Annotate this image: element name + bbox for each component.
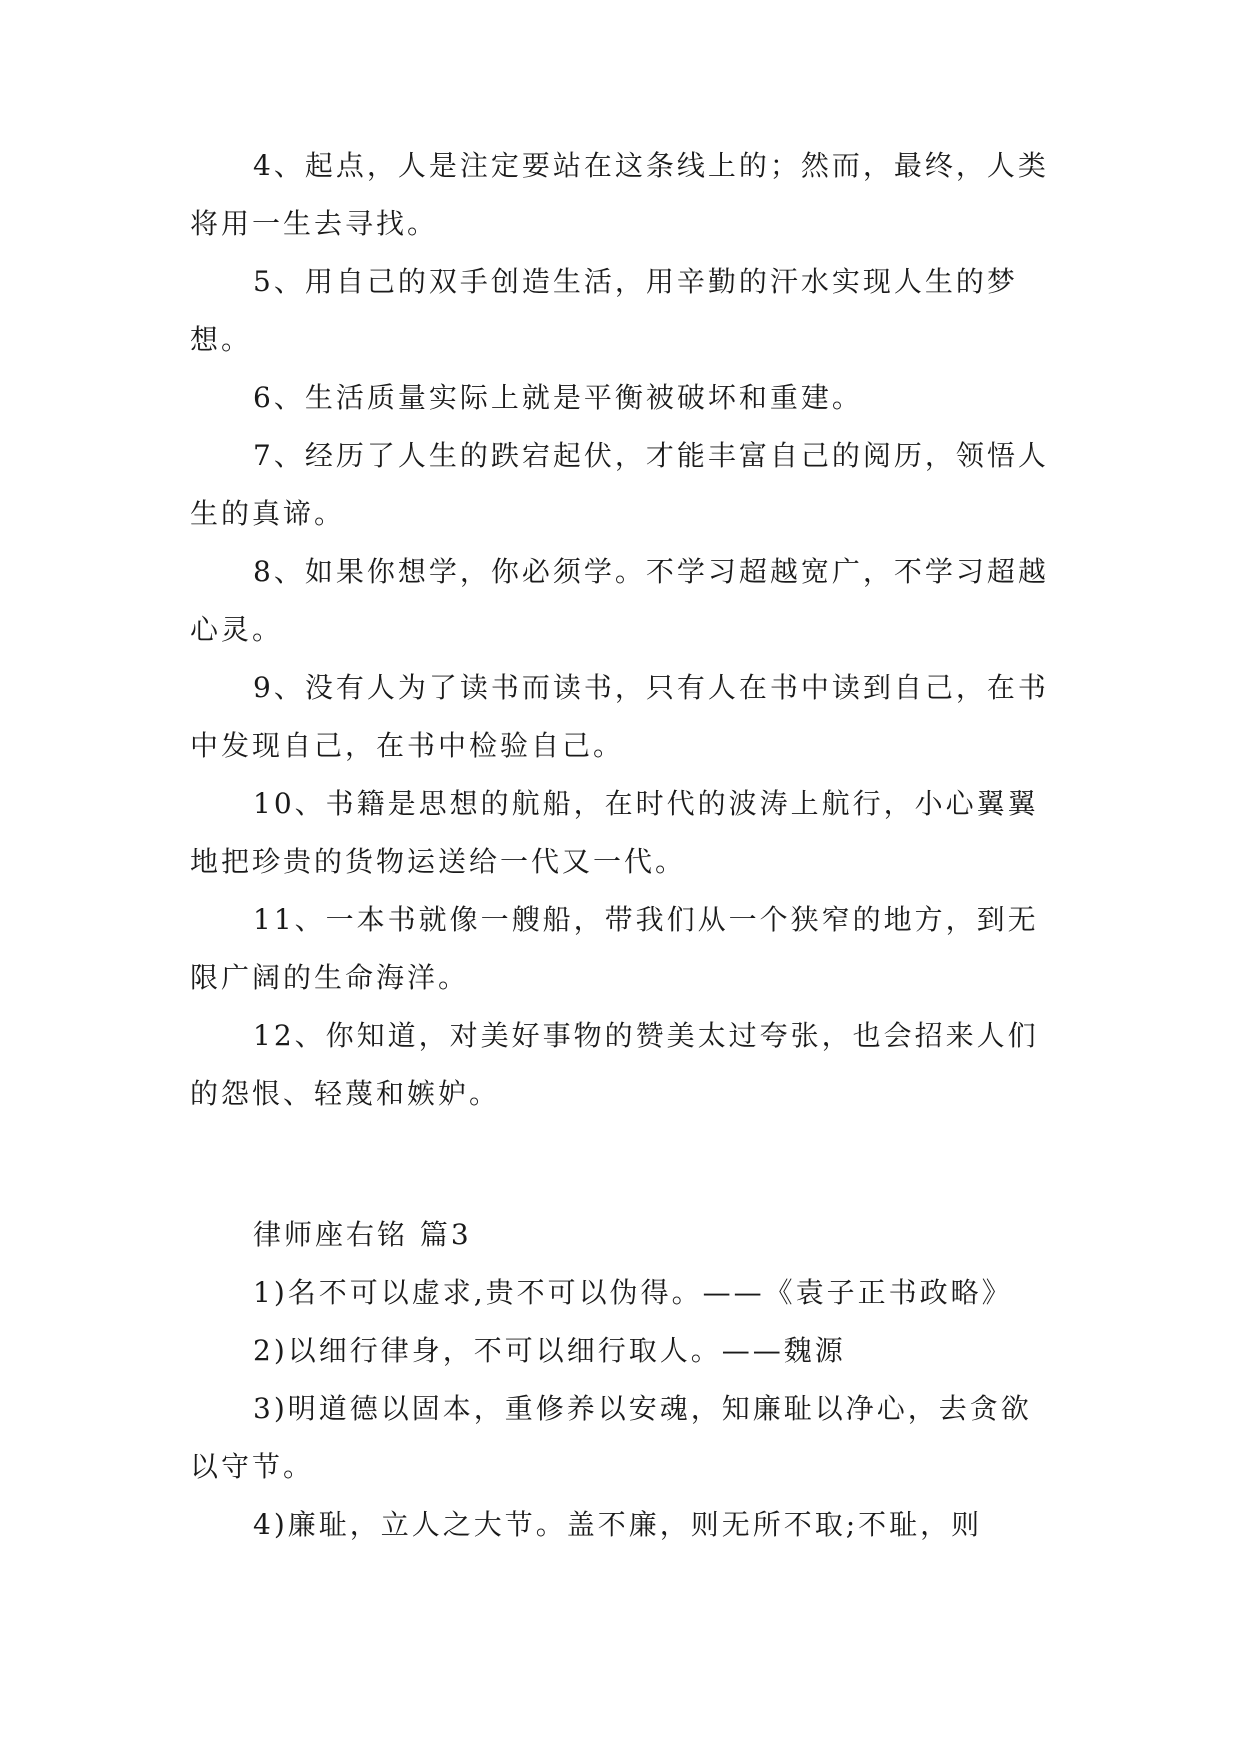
paragraph-item-4: 4、起点，人是注定要站在这条线上的；然而，最终，人类将用一生去寻找。 — [190, 149, 1049, 240]
paragraph-item-8: 8、如果你想学，你必须学。不学习超越宽广，不学习超越心灵。 — [190, 555, 1049, 646]
motto-item-3: 3)明道德以固本，重修养以安魂，知廉耻以净心，去贪欲以守节。 — [190, 1392, 1032, 1483]
paragraph-item-9: 9、没有人为了读书而读书，只有人在书中读到自己，在书中发现自己，在书中检验自己。 — [190, 671, 1049, 762]
paragraph-item-6: 6、生活质量实际上就是平衡被破坏和重建。 — [253, 381, 863, 414]
motto-item-2: 2)以细行律身，不可以细行取人。——魏源 — [253, 1334, 846, 1367]
motto-item-1: 1)名不可以虚求,贵不可以伪得。——《袁子正书政略》 — [253, 1276, 1013, 1309]
paragraph-item-10: 10、书籍是思想的航船，在时代的波涛上航行，小心翼翼地把珍贵的货物运送给一代又一代。 — [190, 787, 1039, 878]
paragraph-item-11: 11、一本书就像一艘船，带我们从一个狭窄的地方，到无限广阔的生命海洋。 — [190, 903, 1039, 994]
paragraph-item-7: 7、经历了人生的跌宕起伏，才能丰富自己的阅历，领悟人生的真谛。 — [190, 439, 1049, 530]
motto-item-4: 4)廉耻，立人之大节。盖不廉，则无所不取;不耻，则 — [253, 1508, 983, 1541]
section-heading: 律师座右铭 篇3 — [253, 1218, 472, 1251]
paragraph-item-12: 12、你知道，对美好事物的赞美太过夸张，也会招来人们的怨恨、轻蔑和嫉妒。 — [190, 1019, 1039, 1110]
paragraph-item-5: 5、用自己的双手创造生活，用辛勤的汗水实现人生的梦想。 — [190, 265, 1018, 356]
